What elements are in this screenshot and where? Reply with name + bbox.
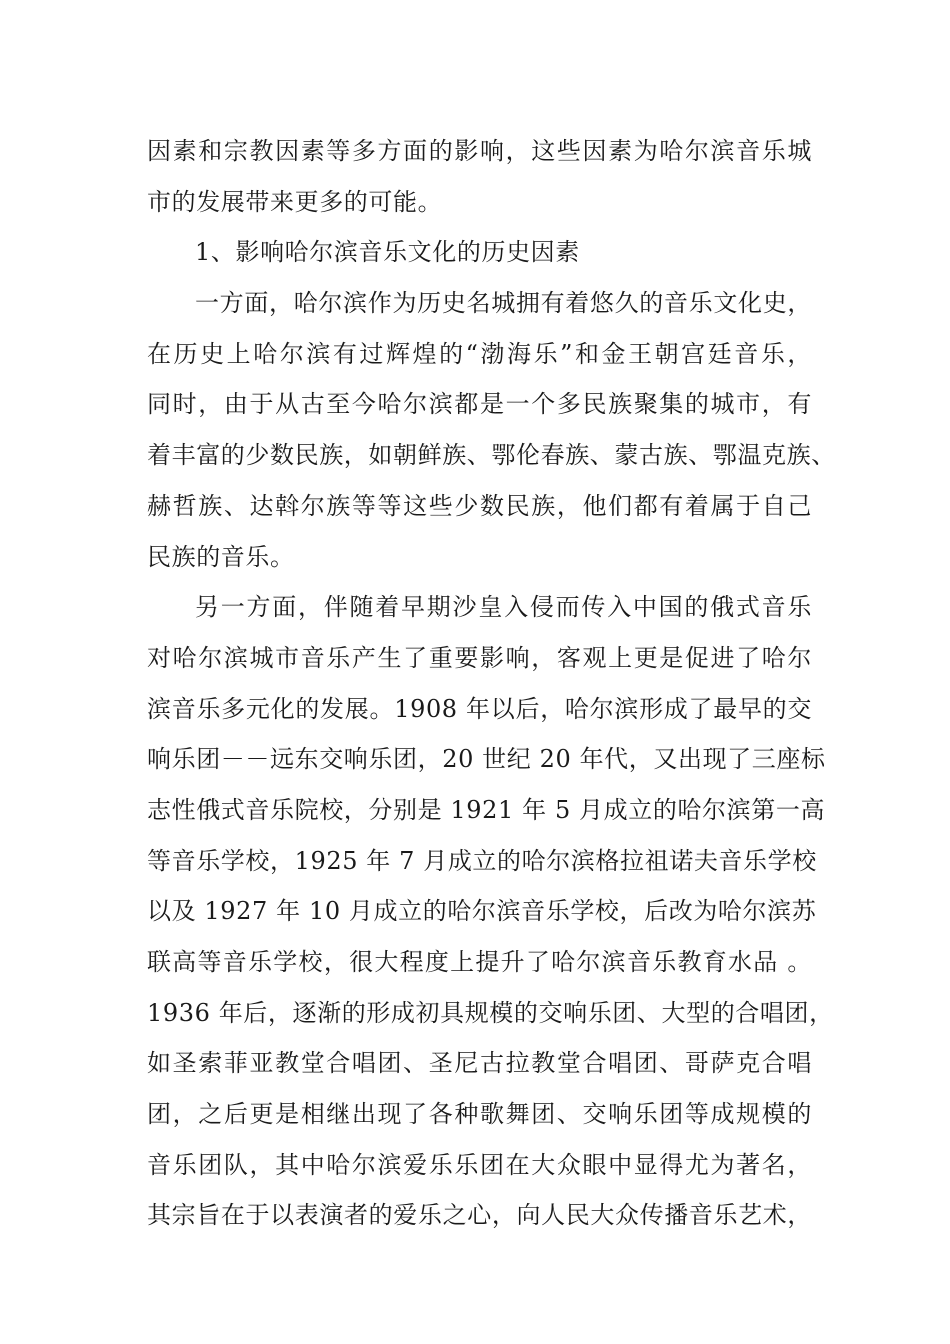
paragraph-line: 1936 年后，逐渐的形成初具规模的交响乐团、大型的合唱团， [147,998,834,1027]
paragraph-line: 音乐团队，其中哈尔滨爱乐乐团在大众眼中显得尤为著名， [147,1150,812,1179]
paragraph-line: 响乐团－－远东交响乐团，20 世纪 20 年代，又出现了三座标 [147,745,826,774]
paragraph-line: 因素和宗教因素等多方面的影响，这些因素为哈尔滨音乐城 [147,137,812,165]
paragraph-line: 市的发展带来更多的可能。 [147,187,443,216]
paragraph-line: 赫哲族、达斡尔族等等这些少数民族，他们都有着属于自己 [147,491,812,520]
paragraph-line: 着丰富的少数民族，如朝鲜族、鄂伦春族、蒙古族、鄂温克族、 [147,441,836,470]
paragraph-line: 一方面，哈尔滨作为历史名城拥有着悠久的音乐文化史， [195,289,812,318]
paragraph-line: 其宗旨在于以表演者的爱乐之心，向人民大众传播音乐艺术， [147,1201,812,1230]
document-body [147,126,836,1241]
paragraph-line: 联高等音乐学校，很大程度上提升了哈尔滨音乐教育水品 。 [147,948,812,976]
paragraph-line: 等音乐学校，1925 年 7 月成立的哈尔滨格拉祖诺夫音乐学校 [147,846,817,875]
paragraph-line: 在历史上哈尔滨有过辉煌的“渤海乐”和金王朝宫廷音乐， [147,339,812,368]
paragraph-line: 如圣索菲亚教堂合唱团、圣尼古拉教堂合唱团、哥萨克合唱 [147,1049,812,1078]
paragraph-line: 对哈尔滨城市音乐产生了重要影响，客观上更是促进了哈尔 [147,643,812,672]
paragraph-line: 以及 1927 年 10 月成立的哈尔滨音乐学校，后改为哈尔滨苏 [147,897,817,926]
paragraph-line: 民族的音乐。 [147,542,295,571]
paragraph-line: 志性俄式音乐院校，分别是 1921 年 5 月成立的哈尔滨第一高 [147,795,826,824]
paragraph-line: 团，之后更是相继出现了各种歌舞团、交响乐团等成规模的 [147,1100,812,1129]
paragraph-line: 同时，由于从古至今哈尔滨都是一个多民族聚集的城市，有 [147,390,812,419]
section-heading: 1、影响哈尔滨音乐文化的历史因素 [195,238,580,267]
paragraph-line: 滨音乐多元化的发展。1908 年以后，哈尔滨形成了最早的交 [147,694,812,723]
paragraph-line: 另一方面，伴随着早期沙皇入侵而传入中国的俄式音乐 [195,593,812,622]
